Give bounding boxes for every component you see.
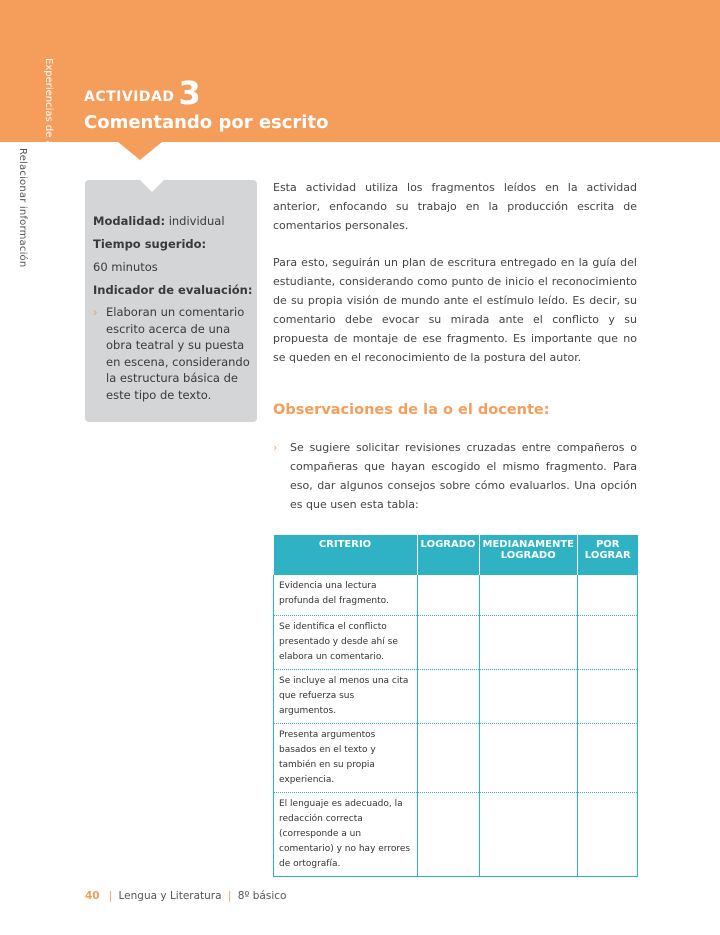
- table-row: [274, 792, 638, 876]
- rating-cell[interactable]: [479, 575, 577, 615]
- table-row: [274, 615, 638, 669]
- page-footer: [85, 890, 286, 902]
- header-medianamente: MEDIANAMENTE LOGRADO: [479, 535, 577, 575]
- table-row: [274, 723, 638, 792]
- rating-cell[interactable]: [577, 723, 637, 792]
- indicador-text: Elaboran un comentario escrito acerca de una obra teatral y su puesta en escena, considerando la estructura básica de este tipo de texto.: [106, 305, 250, 402]
- criterion-cell: Evidencia una lectura profunda del fragmento.: [274, 575, 418, 615]
- indicador-item: [93, 304, 253, 403]
- footer-separator: |: [108, 890, 113, 902]
- intro-paragraph: Esta actividad utiliza los fragmentos leídos en la actividad anterior, enfocando su trabajo en la producción escrita de comentarios personales.: [273, 181, 637, 232]
- bullet-arrow-icon: ›: [93, 305, 98, 319]
- observaciones-item: [273, 438, 637, 514]
- footer-subject: Lengua y Literatura: [118, 890, 222, 902]
- modalidad-label: Modalidad:: [93, 214, 166, 228]
- header-notch: [118, 142, 162, 160]
- info-box-notch: [140, 180, 164, 192]
- rating-cell[interactable]: [577, 575, 637, 615]
- rating-cell[interactable]: [479, 723, 577, 792]
- rating-cell[interactable]: [417, 615, 479, 669]
- indicador-label: Indicador de evaluación:: [93, 283, 253, 297]
- rating-cell[interactable]: [479, 615, 577, 669]
- plan-paragraph: Para esto, seguirán un plan de escritura entregado en la guía del estudiante, considerando como punto de inicio el reconocimiento de su propia visión de mundo ante el estímulo leído. Es decir, su comentario debe evocar su mirada ante el conflicto y su propuesta de montaje de ese fragmento. Es importante que no se queden en el reconocimiento de la postura del autor.: [273, 256, 637, 364]
- tiempo-value: 60 minutos: [93, 260, 158, 274]
- footer-grade: 8º básico: [237, 890, 287, 902]
- observaciones-title: Observaciones de la o el docente:: [273, 402, 550, 418]
- rating-cell[interactable]: [417, 723, 479, 792]
- header-por-lograr: POR LOGRAR: [577, 535, 637, 575]
- info-box-content: [93, 210, 253, 403]
- side-label-experiencias: Experiencias de aprendizaje: [43, 58, 54, 199]
- page-number: 40: [85, 890, 100, 902]
- header-logrado: LOGRADO: [417, 535, 479, 575]
- footer-separator: |: [227, 890, 232, 902]
- rating-cell[interactable]: [417, 792, 479, 876]
- modalidad-line: [93, 210, 253, 233]
- rating-cell[interactable]: [417, 575, 479, 615]
- observaciones-text: Se sugiere solicitar revisiones cruzadas entre compañeros o compañeras que hayan escogido el mismo fragmento. Para eso, dar algunos consejos sobre cómo evaluarlos. Una opción es que usen esta tabla:: [290, 441, 637, 511]
- rating-cell[interactable]: [479, 792, 577, 876]
- criterion-cell: Presenta argumentos basados en el texto y también en su propia experiencia.: [274, 723, 418, 792]
- bullet-arrow-icon: ›: [273, 441, 278, 454]
- rating-cell[interactable]: [417, 669, 479, 723]
- rating-cell[interactable]: [577, 792, 637, 876]
- criterion-cell: Se incluye al menos una cita que refuerza sus argumentos.: [274, 669, 418, 723]
- activity-title: Comentando por escrito: [84, 112, 329, 133]
- header-criterio: CRITERIO: [274, 535, 418, 575]
- criterion-cell: Se identifica el conflicto presentado y desde ahí se elabora un comentario.: [274, 615, 418, 669]
- tiempo-label: Tiempo sugerido:: [93, 237, 207, 251]
- activity-word: ACTIVIDAD: [84, 89, 175, 105]
- table-header-row: [274, 535, 638, 575]
- criterion-cell: El lenguaje es adecuado, la redacción correcta (corresponde a un comentario) y no hay errores de ortografía.: [274, 792, 418, 876]
- rating-cell[interactable]: [479, 669, 577, 723]
- activity-number: 3: [178, 74, 201, 112]
- rating-cell[interactable]: [577, 669, 637, 723]
- table-row: [274, 669, 638, 723]
- rating-cell[interactable]: [577, 615, 637, 669]
- modalidad-value: individual: [168, 214, 225, 228]
- side-label-relacionar: Relacionar información: [17, 148, 28, 268]
- activity-heading: [84, 74, 201, 112]
- criteria-table: [273, 535, 638, 877]
- table-row: [274, 575, 638, 615]
